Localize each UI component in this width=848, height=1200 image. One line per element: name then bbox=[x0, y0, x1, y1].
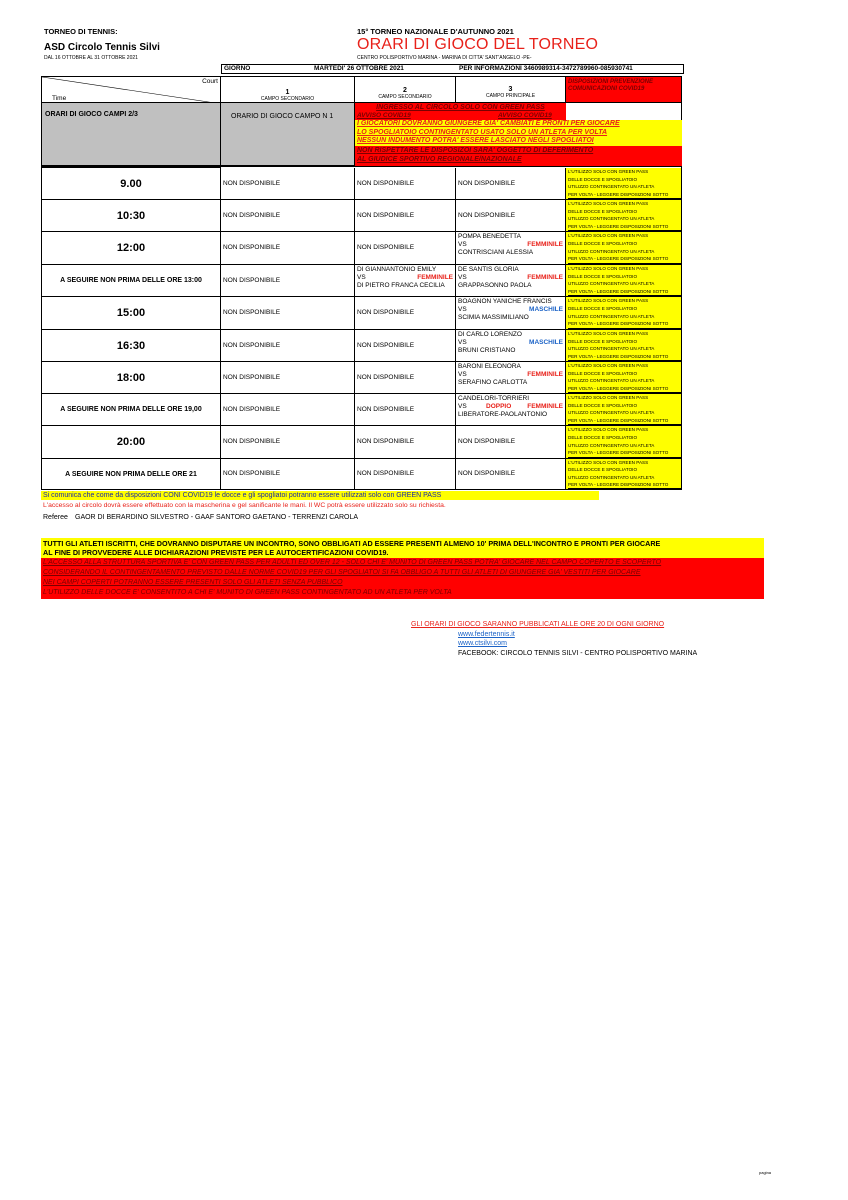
court-1-head bbox=[221, 76, 355, 103]
slot-time: 20:00 bbox=[116, 436, 146, 448]
court-3-player-1: DI CARLO LORENZO bbox=[458, 331, 522, 338]
covid-line: L'UTILIZZO SOLO CON GREEN PASS bbox=[568, 169, 649, 174]
court-1-number: 1 bbox=[285, 89, 290, 96]
court-3-category: FEMMINILE bbox=[527, 403, 563, 410]
court-1-cell bbox=[221, 394, 355, 426]
covid-line: UTILIZZO CONTINGENTATO UN ATLETA bbox=[568, 346, 655, 351]
covid-cell bbox=[566, 297, 682, 330]
avviso-yellow-text bbox=[355, 120, 682, 146]
deferimento-line-1: NON RISPETTARE LE DISPOSIZOI SARA' OGGETTO DI DEFERIMENTO bbox=[357, 147, 594, 154]
court-2-player-2: DI PIETRO FRANCA CECILIA bbox=[357, 282, 445, 289]
court-2-cell bbox=[355, 330, 456, 362]
covid-line: DELLE DOCCE E SPOGLIATOIO bbox=[568, 240, 638, 246]
slot-time: A SEGUIRE NON PRIMA DELLE ORE 13:00 bbox=[60, 277, 202, 284]
corner-cell bbox=[41, 76, 221, 103]
covid-line: PER VOLTA - LEGGERE DISPOSIZIONI SOTTO bbox=[568, 255, 681, 264]
court-3-head bbox=[456, 76, 566, 103]
court-1-status: NON DISPONIBILE bbox=[223, 405, 281, 413]
avviso-1: AVVISO COVID19 bbox=[357, 112, 411, 119]
court-1-cell bbox=[221, 362, 355, 394]
covid-line: L'UTILIZZO SOLO CON GREEN PASS bbox=[568, 427, 649, 432]
court-3-status: NON DISPONIBILE bbox=[458, 470, 516, 477]
schedule-table bbox=[41, 76, 682, 490]
court-3-name: CAMPO PRINCIPALE bbox=[485, 93, 536, 99]
court-3-vs-row bbox=[458, 371, 565, 379]
avviso-line-3: NESSUN INDUMENTO POTRA' ESSERE LASCIATO NEGLI SPOGLIATOI bbox=[357, 137, 594, 145]
covid-line: UTILIZZO CONTINGENTATO UN ATLETA bbox=[568, 378, 655, 383]
court-3-cell bbox=[456, 330, 566, 362]
court-2-cell bbox=[355, 394, 456, 426]
regola-3: NEI CAMPI COPERTI POTRANNO ESSERE PRESENTI SOLO GLI ATLETI SENZA PUBBLICO bbox=[43, 579, 343, 586]
court-3-cell bbox=[456, 459, 566, 490]
green-pass-note: Si comunica che come da disposizioni CONI COVID19 le docce e gli spogliatoi potranno essere utilizzati solo con GREEN PASS bbox=[43, 492, 442, 499]
covid-line: PER VOLTA - LEGGERE DISPOSIZIONI SOTTO bbox=[568, 353, 681, 362]
covid-cell bbox=[566, 330, 682, 362]
covid-line: UTILIZZO CONTINGENTATO UN ATLETA bbox=[568, 248, 655, 254]
court-3-doppio: DOPPIO bbox=[486, 403, 512, 410]
campo-1-label: ORARIO DI GIOCO CAMPO N 1 bbox=[231, 113, 334, 120]
court-3-status: NON DISPONIBILE bbox=[458, 211, 516, 219]
court-3-category: FEMMINILE bbox=[527, 241, 563, 248]
covid-line: L'UTILIZZO SOLO CON GREEN PASS bbox=[568, 395, 649, 400]
court-3-player-1: DE SANTIS GLORIA bbox=[458, 266, 519, 273]
publish-note: GLI ORARI DI GIOCO SARANNO PUBBLICATI ALLE ORE 20 DI OGNI GIORNO bbox=[411, 621, 665, 628]
court-3-status: NON DISPONIBILE bbox=[458, 179, 516, 187]
court-3-player-2: LIBERATORE-PAOLANTONIO bbox=[458, 411, 548, 418]
ingresso-banner bbox=[355, 103, 566, 112]
court-1-cell bbox=[221, 232, 355, 265]
covid-line: DELLE DOCCE E SPOGLIATOIO bbox=[568, 273, 638, 279]
court-1-status: NON DISPONIBILE bbox=[223, 244, 281, 251]
court-3-vs: VS bbox=[458, 274, 467, 281]
court-3-cell bbox=[456, 168, 566, 200]
court-2-category: FEMMINILE bbox=[417, 274, 453, 281]
covid-line: L'UTILIZZO SOLO CON GREEN PASS bbox=[568, 363, 649, 368]
ingresso-text: INGRESSO AL CIRCOLO SOLO CON GREEN PASS bbox=[376, 104, 545, 111]
covid-line: L'UTILIZZO SOLO CON GREEN PASS bbox=[568, 266, 649, 271]
campi-23-label: ORARI DI GIOCO CAMPI 2/3 bbox=[45, 111, 138, 118]
court-1-status: NON DISPONIBILE bbox=[223, 211, 281, 219]
covid-head-text: DISPOSIZIONI PREVENZIONE COMUNICAZIONI COVID19 bbox=[568, 79, 654, 92]
court-label: Court bbox=[202, 78, 218, 85]
court-3-player-1: POMPA BENEDETTA bbox=[458, 233, 521, 240]
court-2-cell bbox=[355, 232, 456, 265]
club-name: ASD Circolo Tennis Silvi bbox=[44, 42, 160, 53]
covid-line: L'UTILIZZO SOLO CON GREEN PASS bbox=[568, 298, 649, 303]
court-3-player-1: CANDELORI-TORRIERI bbox=[458, 395, 530, 402]
court-2-status: NON DISPONIBILE bbox=[357, 244, 415, 251]
covid-line: L'UTILIZZO SOLO CON GREEN PASS bbox=[568, 331, 649, 336]
covid-line: PER VOLTA - LEGGERE DISPOSIZIONI SOTTO bbox=[568, 320, 681, 329]
court-2-cell bbox=[355, 297, 456, 330]
covid-line: UTILIZZO CONTINGENTATO UN ATLETA bbox=[568, 474, 655, 480]
court-2-name: CAMPO SECONDARIO bbox=[378, 94, 432, 100]
slot-time: 10:30 bbox=[116, 209, 146, 222]
court-3-vs-row bbox=[458, 241, 565, 249]
court-3-vs-row bbox=[458, 274, 565, 282]
deferimento-banner bbox=[355, 146, 682, 166]
covid-line: DELLE DOCCE E SPOGLIATOIO bbox=[568, 467, 638, 473]
covid-line: DELLE DOCCE E SPOGLIATOIO bbox=[568, 176, 638, 182]
slot-time-cell bbox=[41, 200, 221, 232]
court-1-status: NON DISPONIBILE bbox=[223, 341, 281, 349]
court-3-cell bbox=[456, 297, 566, 330]
court-3-cell bbox=[456, 394, 566, 426]
court-3-cell bbox=[456, 265, 566, 297]
campi-23-cell bbox=[41, 103, 221, 166]
page-mark: pagina bbox=[759, 1170, 772, 1175]
referee-names: GAOR DI BERARDINO SILVESTRO - GAAF SANTORO GAETANO - TERRENZI CAROLA bbox=[75, 514, 359, 521]
slot-time: 12:00 bbox=[116, 242, 146, 254]
diagonal-line bbox=[42, 77, 222, 104]
regola-4: L'UTILIZZO DELLE DOCCE E' CONSENTITO A CHI E' MUNITO DI GREEN PASS CONTINGENTATO AD UN ATLETA PER VOLTA bbox=[43, 589, 452, 596]
covid-line: PER VOLTA - LEGGERE DISPOSIZIONI SOTTO bbox=[568, 449, 681, 458]
tournament-name: 15° TORNEO NAZIONALE D'AUTUNNO 2021 bbox=[357, 27, 514, 36]
court-3-cell bbox=[456, 200, 566, 232]
mask-note: L'accesso al circolo dovrà essere effettuato con la mascherina e gel sanificante le mani. Il WC potrà essere utilizzato solo su richiesta. bbox=[43, 502, 446, 509]
time-label: Time bbox=[52, 95, 67, 102]
atleti-note-2: AL FINE DI PROVVEDERE ALLE DICHIARAZIONI PREVISTE PER LE AUTOCERTIFICAZIONI COVID19. bbox=[43, 548, 389, 557]
court-2-head bbox=[355, 76, 456, 103]
court-1-cell bbox=[221, 459, 355, 490]
covid-line: PER VOLTA - LEGGERE DISPOSIZIONI SOTTO bbox=[568, 223, 681, 232]
covid-line: DELLE DOCCE E SPOGLIATOIO bbox=[568, 338, 638, 344]
avviso-yellow bbox=[355, 120, 682, 146]
slot-time-cell bbox=[41, 232, 221, 265]
court-1-cell bbox=[221, 330, 355, 362]
slot-time-cell bbox=[41, 426, 221, 459]
covid-cell bbox=[566, 362, 682, 394]
covid-line: PER VOLTA - LEGGERE DISPOSIZIONI SOTTO bbox=[568, 417, 681, 426]
covid-line: UTILIZZO CONTINGENTATO UN ATLETA bbox=[568, 313, 655, 319]
court-3-vs: VS bbox=[458, 306, 467, 313]
match-day: MARTEDI' 26 OTTOBRE 2021 bbox=[314, 65, 404, 72]
covid-cell bbox=[566, 200, 682, 232]
court-3-vs: VS bbox=[458, 403, 467, 410]
covid-line: UTILIZZO CONTINGENTATO UN ATLETA bbox=[568, 442, 655, 448]
court-1-status: NON DISPONIBILE bbox=[223, 438, 281, 445]
covid-line: UTILIZZO CONTINGENTATO UN ATLETA bbox=[568, 216, 655, 221]
deferimento-line-2: AL GIUDICE SPORTIVO REGIONALE/NAZIONALE bbox=[357, 155, 522, 163]
org-label: TORNEO DI TENNIS: bbox=[44, 27, 118, 36]
covid-cell bbox=[566, 168, 682, 200]
court-2-status: NON DISPONIBILE bbox=[357, 211, 415, 219]
court-1-cell bbox=[221, 168, 355, 200]
covid-line: DELLE DOCCE E SPOGLIATOIO bbox=[568, 370, 638, 376]
court-3-player-2: SCIMIA MASSIMILIANO bbox=[458, 314, 529, 321]
court-3-vs: VS bbox=[458, 371, 467, 378]
covid-line: L'UTILIZZO SOLO CON GREEN PASS bbox=[568, 201, 649, 206]
court-1-cell bbox=[221, 265, 355, 297]
slot-time: A SEGUIRE NON PRIMA DELLE ORE 21 bbox=[65, 470, 197, 478]
court-3-category: MASCHILE bbox=[529, 339, 563, 346]
covid-line: PER VOLTA - LEGGERE DISPOSIZIONI SOTTO bbox=[568, 385, 681, 394]
court-3-cell bbox=[456, 362, 566, 394]
covid-cell bbox=[566, 265, 682, 297]
court-2-player-1: DI GIANNANTONIO EMILY bbox=[357, 266, 437, 273]
court-2-status: NON DISPONIBILE bbox=[357, 309, 415, 316]
court-3-category: FEMMINILE bbox=[527, 274, 563, 281]
link-federtennis[interactable]: www.federtennis.it bbox=[458, 631, 515, 638]
contacts: PER INFORMAZIONI 3460989314-3472789960-085930741 bbox=[459, 65, 633, 72]
court-3-category: MASCHILE bbox=[529, 306, 563, 313]
avviso-row bbox=[355, 112, 566, 120]
covid-cell bbox=[566, 232, 682, 265]
covid-line: PER VOLTA - LEGGERE DISPOSIZIONI SOTTO bbox=[568, 288, 681, 297]
regola-1: L'ACCESSO ALLA STRUTTURA SPORTIVA E' CON GREEN PASS PER ADULTI ED OVER 12 - SOLO CHI E' MUNITO DI GREEN PASS POTRA' GIOCARE NEL CAMPO COPERTO E SCOPERTO bbox=[43, 559, 662, 566]
court-3-player-2: GRAPPASONNO PAOLA bbox=[458, 282, 532, 289]
covid-line: UTILIZZO CONTINGENTATO UN ATLETA bbox=[568, 184, 655, 189]
giorno-label: GIORNO bbox=[224, 65, 251, 72]
deferimento-text bbox=[355, 146, 682, 164]
covid-cell bbox=[566, 394, 682, 426]
court-1-status: NON DISPONIBILE bbox=[223, 373, 281, 381]
court-3-cell bbox=[456, 232, 566, 265]
facebook-note: FACEBOOK: CIRCOLO TENNIS SILVI - CENTRO POLISPORTIVO MARINA bbox=[458, 650, 698, 657]
court-2-cell bbox=[355, 459, 456, 490]
slot-time-cell bbox=[41, 394, 221, 426]
court-3-player-2: SERAFINO CARLOTTA bbox=[458, 379, 528, 386]
covid-line: L'UTILIZZO SOLO CON GREEN PASS bbox=[568, 460, 649, 465]
court-2-cell bbox=[355, 426, 456, 459]
court-2-vs: VS bbox=[357, 274, 366, 281]
court-1-name: CAMPO SECONDARIO bbox=[260, 96, 315, 102]
court-3-cell bbox=[456, 426, 566, 459]
covid-line: DELLE DOCCE E SPOGLIATOIO bbox=[568, 208, 638, 214]
slot-time-cell bbox=[41, 330, 221, 362]
slot-time: A SEGUIRE NON PRIMA DELLE ORE 19,00 bbox=[60, 406, 202, 413]
court-2-status: NON DISPONIBILE bbox=[357, 341, 415, 349]
slot-time: 15:00 bbox=[116, 307, 146, 319]
court-2-cell bbox=[355, 200, 456, 232]
court-1-cell bbox=[221, 297, 355, 330]
covid-line: PER VOLTA - LEGGERE DISPOSIZIONI SOTTO bbox=[568, 191, 681, 200]
atleti-note-1: TUTTI GLI ATLETI ISCRITTI, CHE DOVRANNO DISPUTARE UN INCONTRO, SONO OBBLIGATI AD ESSERE PRESENTI ALMENO 10' PRIMA DELL'INCONTRO E PRONTI PER GIOCARE bbox=[43, 539, 661, 548]
court-3-vs: VS bbox=[458, 339, 467, 346]
avviso-2: AVVISO COVID19 bbox=[498, 112, 552, 119]
court-1-status: NON DISPONIBILE bbox=[223, 179, 281, 187]
court-3-number: 3 bbox=[508, 86, 513, 93]
court-3-vs-row bbox=[458, 339, 565, 347]
slot-time-cell bbox=[41, 362, 221, 394]
court-3-player-2: BRUNI CRISTIANO bbox=[458, 347, 516, 354]
court-3-vs-row bbox=[458, 403, 565, 411]
slot-time-cell bbox=[41, 265, 221, 297]
page-title: ORARI DI GIOCO DEL TORNEO bbox=[357, 36, 599, 53]
court-3-vs: VS bbox=[458, 241, 467, 248]
court-3-vs-row bbox=[458, 306, 565, 314]
court-2-number: 2 bbox=[403, 87, 407, 94]
covid-line: DELLE DOCCE E SPOGLIATOIO bbox=[568, 434, 638, 440]
covid-line: PER VOLTA - LEGGERE DISPOSIZIONI SOTTO bbox=[568, 481, 681, 489]
covid-line: DELLE DOCCE E SPOGLIATOIO bbox=[568, 305, 638, 311]
referee-label: Referee bbox=[43, 514, 68, 521]
court-2-cell bbox=[355, 168, 456, 200]
covid-head bbox=[566, 76, 682, 103]
court-2-status: NON DISPONIBILE bbox=[357, 405, 415, 413]
slot-time-cell bbox=[41, 168, 221, 200]
court-1-status: NON DISPONIBILE bbox=[223, 276, 281, 284]
avviso-line-1: I GIOCATORI DOVRANNO GIUNGERE GIA' CAMBIATI E PRONTI PER GIOCARE bbox=[357, 120, 620, 127]
venue: CENTRO POLISPORTIVO MARINA - MARINA DI CITTA' SANT'ANGELO -PE- bbox=[357, 55, 532, 61]
court-3-player-1: BARONI ELEONORA bbox=[458, 363, 521, 370]
court-2-status: NON DISPONIBILE bbox=[357, 438, 415, 445]
court-2-status: NON DISPONIBILE bbox=[357, 470, 415, 477]
court-2-status: NON DISPONIBILE bbox=[357, 179, 415, 187]
court-2-cell bbox=[355, 265, 456, 297]
covid-cell bbox=[566, 459, 682, 490]
court-2-cell bbox=[355, 362, 456, 394]
info-bar bbox=[221, 64, 684, 74]
court-1-status: NON DISPONIBILE bbox=[223, 309, 281, 316]
avviso-line-2: LO SPOGLIATOIO CONTINGENTATO USATO SOLO UN ATLETA PER VOLTA bbox=[357, 128, 608, 136]
court-3-player-2: CONTRISCIANI ALESSIA bbox=[458, 249, 534, 256]
covid-line: L'UTILIZZO SOLO CON GREEN PASS bbox=[568, 233, 649, 238]
slot-time: 16:30 bbox=[116, 339, 146, 352]
court-3-status: NON DISPONIBILE bbox=[458, 438, 516, 445]
court-2-vs-row bbox=[357, 274, 455, 282]
slot-time: 9.00 bbox=[120, 177, 142, 190]
court-3-category: FEMMINILE bbox=[527, 371, 563, 378]
covid-line: DELLE DOCCE E SPOGLIATOIO bbox=[568, 402, 638, 408]
campo-1-cell bbox=[221, 103, 355, 166]
tournament-dates: DAL 16 OTTOBRE AL 31 OTTOBRE 2021 bbox=[44, 55, 138, 61]
covid-cell bbox=[566, 426, 682, 459]
covid-line: UTILIZZO CONTINGENTATO UN ATLETA bbox=[568, 281, 655, 286]
slot-time: 18:00 bbox=[116, 371, 146, 384]
court-3-player-1: BOAGNON YANICHE FRANCIS bbox=[458, 298, 552, 305]
slot-time-cell bbox=[41, 297, 221, 330]
slot-time-cell bbox=[41, 459, 221, 490]
regola-2: CONSIDERANDO IL CONTINGENTAMENTO PREVISTO DALLE NORME COVID19 PER GLI SPOGLIATOI SI FA OBBLIGO A TUTTI GLI ATLETI DI GIUNGERE GIA' VESTITI PER GIOCARE bbox=[43, 569, 641, 576]
link-ctsilvi[interactable]: www.ctsilvi.com bbox=[458, 640, 508, 647]
court-1-cell bbox=[221, 200, 355, 232]
court-1-cell bbox=[221, 426, 355, 459]
covid-line: UTILIZZO CONTINGENTATO UN ATLETA bbox=[568, 410, 655, 415]
court-2-status: NON DISPONIBILE bbox=[357, 373, 415, 381]
court-1-status: NON DISPONIBILE bbox=[223, 470, 281, 477]
